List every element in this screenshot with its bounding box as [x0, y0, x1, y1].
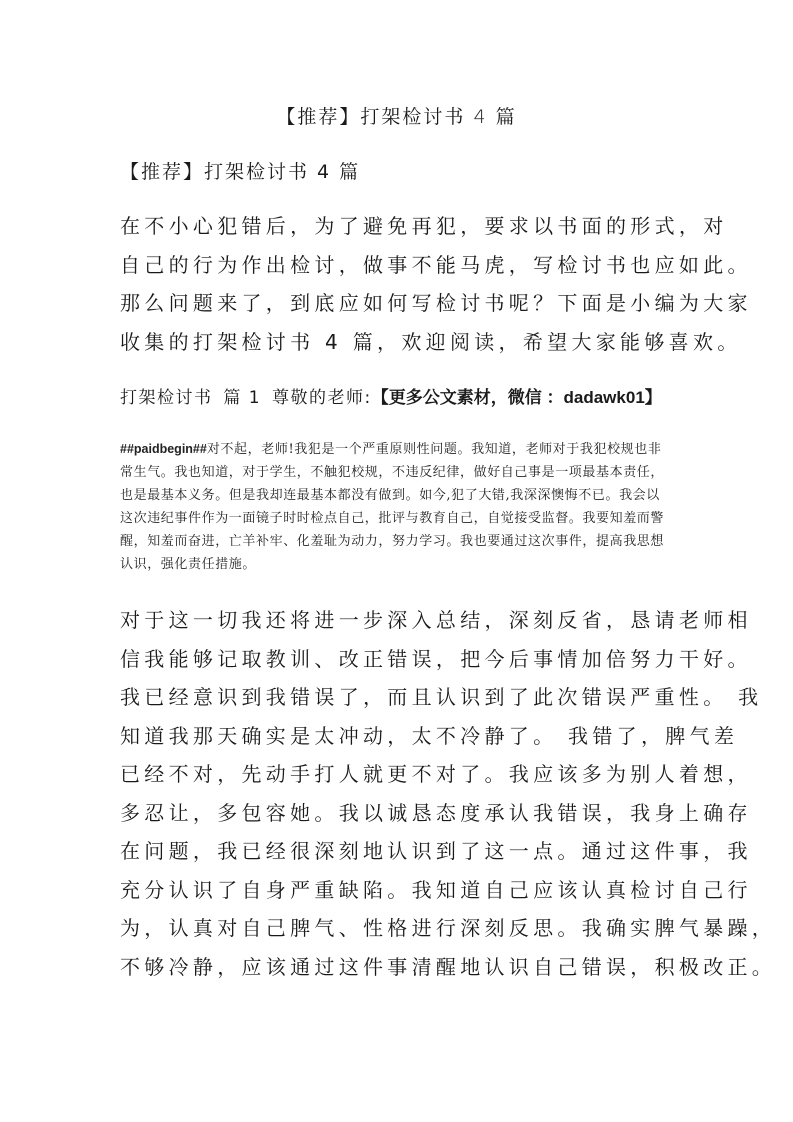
body-paragraph [120, 601, 777, 986]
body-line: 多忍让，多包容她。我以诚恳态度承认我错误，我身上确存 [120, 800, 752, 825]
small-line: 这次违纪事件作为一面镜子时时检点自己，批评与教育自己，自觉接受监督。我要知羞而警 [120, 511, 665, 526]
intro-line: 那么问题来了，到底应如何写检讨书呢？下面是小编为大家 [120, 291, 752, 315]
body-line: 已经不对，先动手打人就更不对了。我应该多为别人着想， [120, 762, 752, 786]
body-line: 对于这一切我还将进一步深入总结，深刻反省，恳请老师相 [120, 608, 752, 632]
body-line: 不够冷静，应该通过这件事清醒地认识自己错误，积极改正。 [120, 954, 777, 979]
document-subtitle: 【推荐】打架检讨书 4 篇 [120, 161, 361, 183]
paid-marker: ##paidbegin## [120, 442, 207, 456]
small-line: 认识，强化责任措施。 [120, 557, 257, 572]
body-line: 在问题，我已经很深刻地认识到了这一点。通过这件事，我 [120, 839, 752, 863]
intro-line: 自己的行为作出检讨，做事不能马虎，写检讨书也应如此。 [120, 252, 752, 277]
intro-paragraph [120, 207, 752, 361]
document-title: 【推荐】打架检讨书 4 篇 [276, 106, 517, 128]
small-paragraph [120, 438, 680, 576]
promo-note: 【更多公文素材，微信 ：dadawk01】 [371, 388, 662, 407]
small-line [120, 438, 680, 461]
body-line: 知道我那天确实是太冲动，太不冷静了。 我错了，脾气差 [120, 723, 739, 748]
section-heading [120, 384, 662, 412]
body-line: 我已经意识到我错误了，而且认识到了此次错误严重性。 我 [120, 685, 763, 709]
body-line: 为，认真对自己脾气、性格进行深刻反思。我确实脾气暴躁， [120, 916, 777, 940]
salutation: 尊敬的老师: [272, 388, 372, 408]
small-line-text: 对不起，老师!我犯是一个严重原则性问题。我知道，老师对于我犯校规也非 [206, 442, 662, 457]
intro-line: 在不小心犯错后，为了避免再犯，要求以书面的形式，对 [120, 214, 728, 238]
small-line: 常生气。我也知道，对于学生，不触犯校规，不违反纪律，做好自己事是一项最基本责任， [120, 465, 665, 480]
section-number: 篇 1 [223, 388, 262, 408]
small-line: 也是最基本义务。但是我却连最基本都没有做到。如今,犯了大错,我深深懊悔不已。我会以 [120, 488, 660, 503]
body-line: 充分认识了自身严重缺陷。我知道自己应该认真检讨自己行 [120, 877, 752, 902]
intro-line: 收集的打架检讨书 4 篇，欢迎阅读，希望大家能够喜欢。 [120, 329, 742, 354]
body-line: 信我能够记取教训、改正错误，把今后事情加倍努力干好。 [120, 646, 752, 671]
small-line: 醒，知羞而奋进，亡羊补牢、化羞耻为动力，努力学习。我也要通过这次事件，提高我思想 [120, 534, 665, 549]
section-label: 打架检讨书 [120, 388, 213, 408]
